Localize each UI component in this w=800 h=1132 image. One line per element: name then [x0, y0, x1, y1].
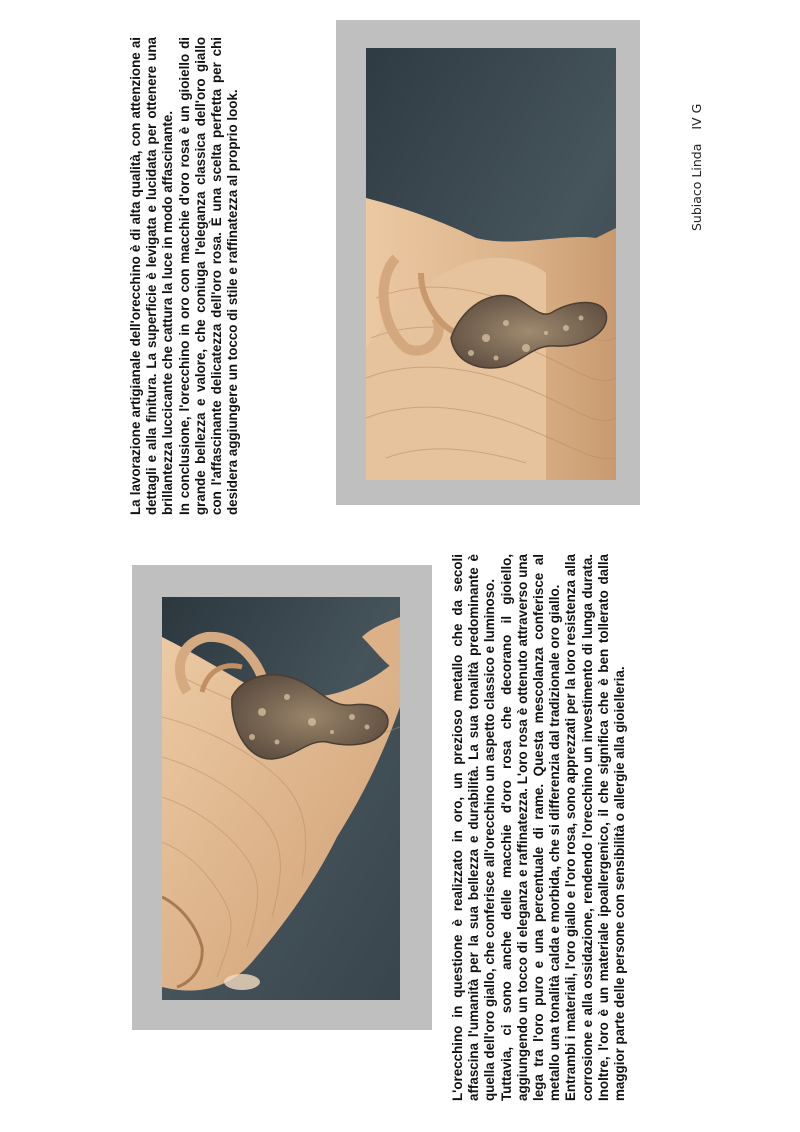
lower-paragraph-3: Entrambi i materiali, l'oro giallo e l'oro rosa, sono apprezzati per la loro resistenza alla corrosione e alla ossidazione, rendendo l'orecchino un investimento di lunga durata. Inoltre, l'oro è un materiale ipoallergenico, il che significa che è ben tollerato dalla maggior parte delle persone con sensibilità o allergie alla gioielleria.	[563, 554, 628, 1101]
lower-paragraph-1: L'orecchino in questione è realizzato in oro, un prezioso metallo che da secoli affascina l'umanità per la sua bellezza e durabilità. La sua tonalità predominante è quella dell'oro giallo, che conferisce all'orecchino un aspetto classico e luminoso.	[450, 554, 498, 1101]
earring-render-top	[366, 48, 616, 480]
author-name: Subiaco Linda	[689, 143, 704, 231]
upper-paragraph-2: In conclusione, l'orecchino in oro con macchie d'oro rosa è un gioiello di grande bellezza e valore, che coniuga l'eleganza classica dell'oro giallo con l'affascinante delicatezza dell'oro rosa. È una scelta perfetta per chi desidera aggiungere un tocco di stile e raffinatezza al proprio look.	[176, 37, 241, 515]
upper-text-block	[128, 37, 241, 515]
earring-render-bottom	[162, 597, 400, 1000]
lower-paragraph-2: Tuttavia, ci sono anche delle macchie d'oro rosa che decorano il gioiello, aggiungendo un tocco di eleganza e raffinatezza. L'oro rosa è ottenuto attraverso una lega tra l'oro puro e una percentuale di rame. Questa mescolanza conferisce al metallo una tonalità calda e morbida, che si differenzia dal tradizionale oro giallo.	[498, 554, 563, 1101]
author-label	[689, 104, 704, 231]
author-class: IV G	[689, 103, 704, 130]
upper-paragraph-1: La lavorazione artigianale dell'orecchino è di alta qualità, con attenzione ai dettagli e alla finitura. La superficie è levigata e lucidata per ottenere una brillantezza luccicante che cattura la luce in modo affascinante.	[128, 37, 176, 515]
lower-text-block	[450, 554, 628, 1101]
